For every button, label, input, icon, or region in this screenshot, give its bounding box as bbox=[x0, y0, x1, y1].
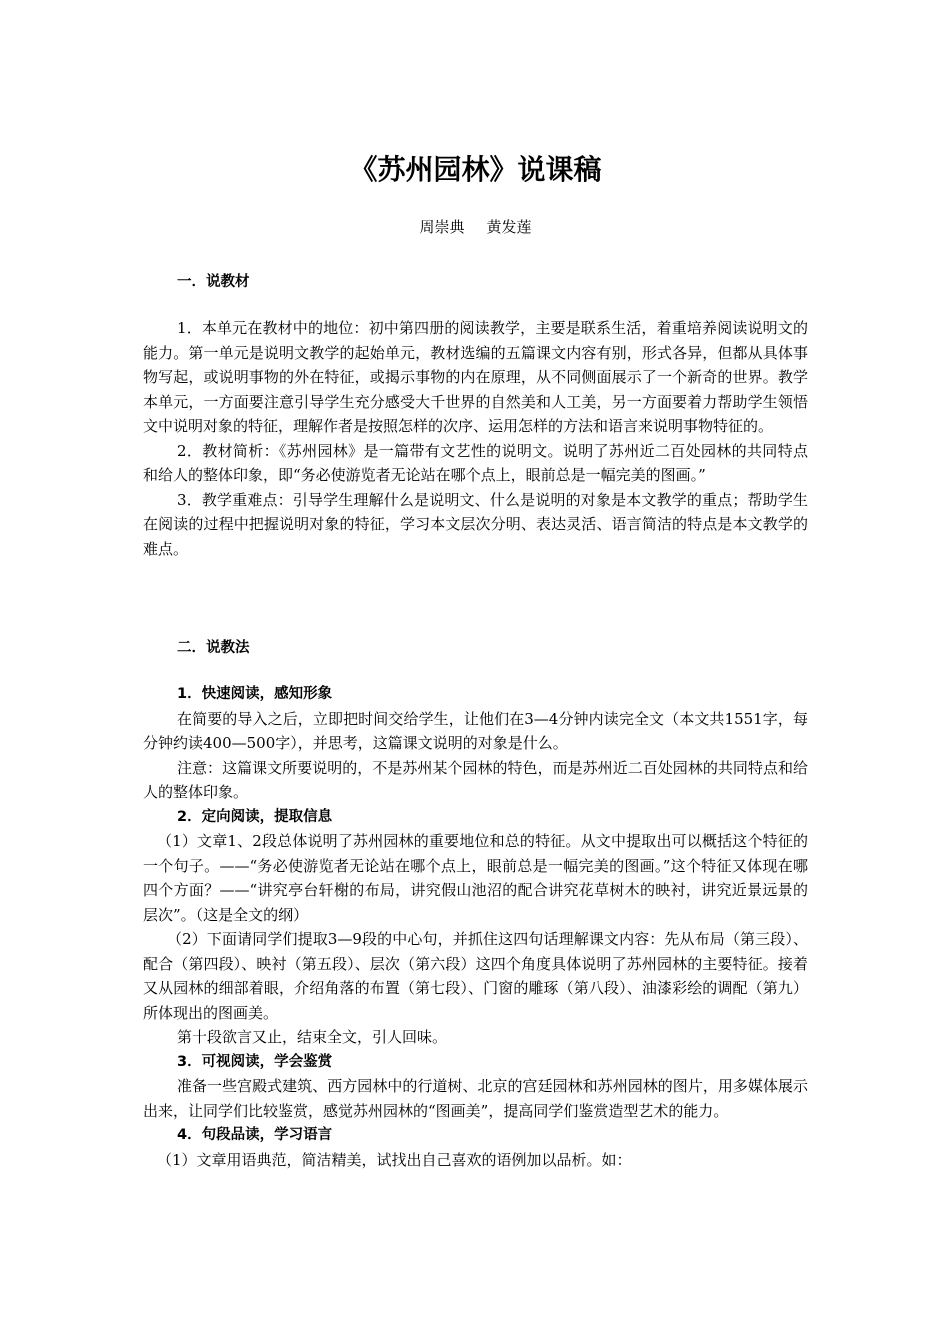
paragraph: 第十段欲言又止，结束全文，引人回味。 bbox=[177, 1028, 448, 1046]
paragraph: 准备一些宫殿式建筑、西方园林中的行道树、北京的宫廷园林和苏州园林的图片，用多媒体展示出来，让同学们比较鉴赏，感觉苏州园林的“图画美”，提高同学们鉴赏造型艺术的能力。 bbox=[143, 1077, 808, 1120]
paragraph: 在简要的导入之后，立即把时间交给学生，让他们在3—4分钟内读完全文（本文共1551字，每分钟约读400—500字），并思考，这篇课文说明的对象是什么。 bbox=[143, 709, 808, 752]
section-method-body bbox=[143, 682, 808, 1172]
subsection-title: 2．定向阅读，提取信息 bbox=[177, 808, 333, 825]
paragraph: 1．本单元在教材中的地位：初中第四册的阅读教学，主要是联系生活，着重培养阅读说明文的能力。第一单元是说明文教学的起始单元，教材选编的五篇课文内容有别，形式各异，但都从具体事物写起，或说明事物的外在特征，或揭示事物的内在原理，从不同侧面展示了一个新奇的世界。教学本单元，一方面要注意引导学生充分感受大千世界的自然美和人工美，另一方面要着力帮助学生领悟文中说明对象的特征，理解作者是按照怎样的次序、运用怎样的方法和语言来说明事物特征的。 bbox=[143, 319, 808, 435]
paragraph: 2．教材简析：《苏州园林》是一篇带有文艺性的说明文。说明了苏州近二百处园林的共同特点和给人的整体印象，即“务必使游览者无论站在哪个点上，眼前总是一幅完美的图画。” bbox=[143, 441, 808, 484]
author-name: 周崇典 bbox=[419, 218, 465, 236]
subsection-title: 1．快速阅读，感知形象 bbox=[177, 686, 333, 702]
author-name: 黄发莲 bbox=[486, 218, 532, 236]
section-heading-method: 二．说教法 bbox=[177, 640, 250, 656]
subsection-title: 3．可视阅读，学会鉴赏 bbox=[177, 1053, 333, 1070]
paragraph: （1）文章1、2段总体说明了苏州园林的重要地位和总的特征。从文中提取出可以概括这个特征的一个句子。——“务必使游览者无论站在哪个点上，眼前总是一幅完美的图画。”这个特征又体现在哪四个方面？——“讲究亭台轩榭的布局，讲究假山池沼的配合讲究花草树木的映衬，讲究近景远景的层次”。（这是全文的纲） bbox=[143, 832, 808, 924]
paragraph: 3．教学重难点：引导学生理解什么是说明文、什么是说明的对象是本文教学的重点；帮助学生在阅读的过程中把握说明对象的特征，学习本文层次分明、表达灵活、语言简洁的特点是本文教学的难点。 bbox=[143, 490, 808, 558]
document-title: 《苏州园林》说课稿 bbox=[349, 153, 602, 186]
paragraph: 注意：这篇课文所要说明的，不是苏州某个园林的特色，而是苏州近二百处园林的共同特点和给人的整体印象。 bbox=[143, 758, 808, 801]
paragraph: （2）下面请同学们提取3—9段的中心句，并抓住这四句话理解课文内容：先从布局（第三段）、配合（第四段）、映衬（第五段）、层次（第六段）这四个角度具体说明了苏州园林的主要特征。接着又从园林的细部着眼，介绍角落的布置（第七段）、门窗的雕琢（第八段）、油漆彩绘的调配（第九）所体现出的图画美。 bbox=[143, 930, 808, 1022]
paragraph: （1）文章用语典范，简洁精美，试找出自己喜欢的语例加以品析。如： bbox=[157, 1150, 632, 1169]
section-heading-textbook: 一．说教材 bbox=[177, 274, 250, 290]
authors-line bbox=[143, 215, 808, 239]
section-textbook-body bbox=[143, 316, 808, 561]
subsection-title: 4．句段品读，学习语言 bbox=[177, 1127, 333, 1143]
